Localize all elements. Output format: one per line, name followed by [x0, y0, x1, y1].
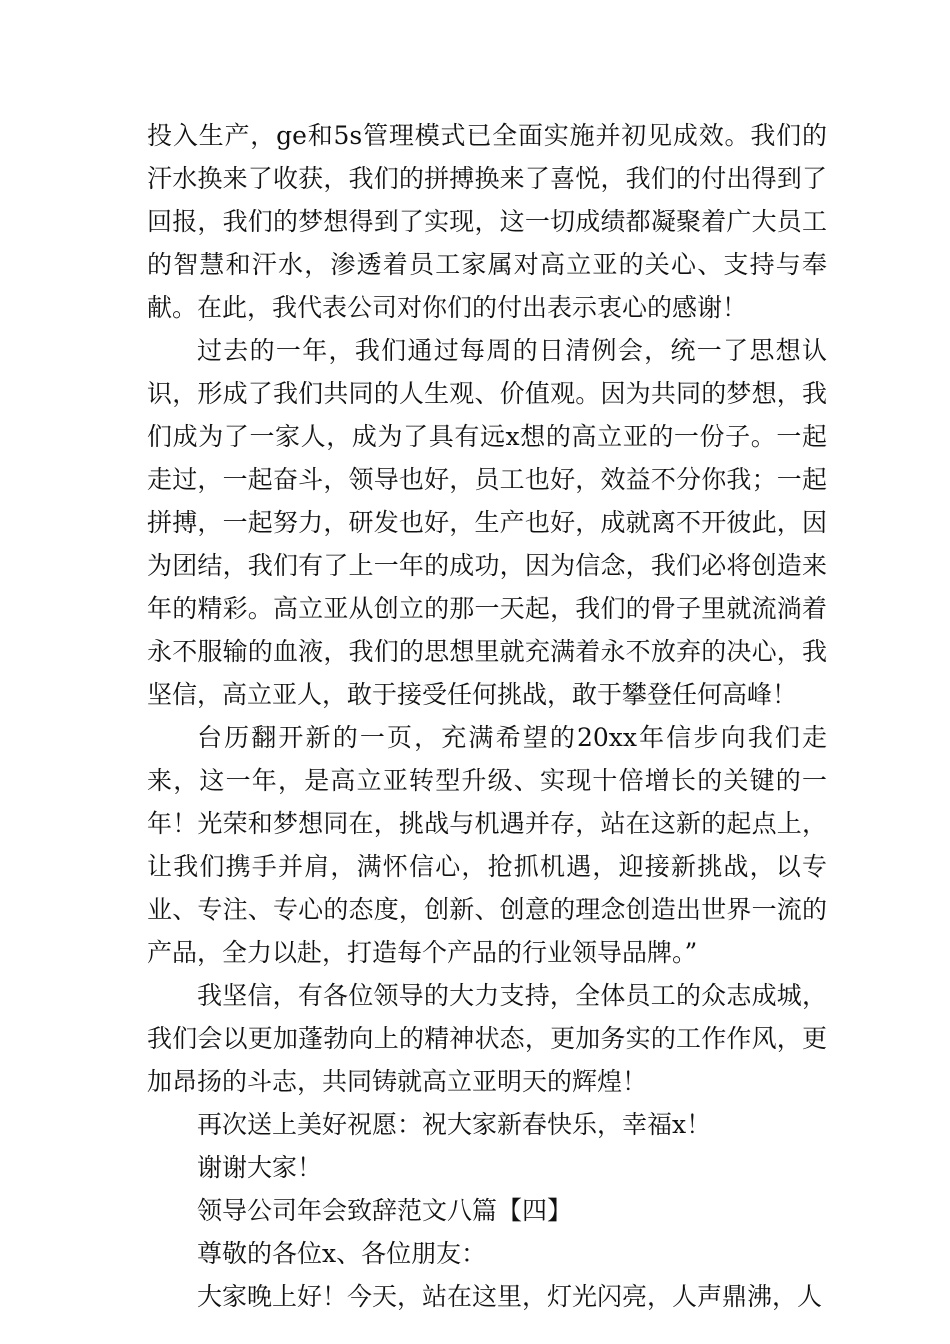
document-body: [147, 114, 827, 1318]
paragraph-4: 我坚信，有各位领导的大力支持，全体员工的众志成城，我们会以更加蓬勃向上的精神状态，更加务实的工作作风，更加昂扬的斗志，共同铸就高立亚明天的辉煌！: [147, 981, 827, 1096]
opening-line: 大家晚上好！今天，站在这里，灯光闪亮，人声鼎沸，人: [197, 1282, 823, 1311]
wishes-line: 再次送上美好祝愿：祝大家新春快乐，幸福x！: [197, 1110, 712, 1139]
thanks-line: 谢谢大家！: [197, 1153, 323, 1182]
section-heading: 领导公司年会致辞范文八篇【四】: [197, 1196, 573, 1225]
salutation-line: 尊敬的各位x、各位朋友：: [197, 1239, 487, 1268]
paragraph-2: 过去的一年，我们通过每周的日清例会，统一了思想认识，形成了我们共同的人生观、价值观。因为共同的梦想，我们成为了一家人，成为了具有远x想的高立亚的一份子。一起走过，一起奋斗，领导也好，员工也好，效益不分你我；一起拼搏，一起努力，研发也好，生产也好，成就离不开彼此，因为团结，我们有了上一年的成功，因为信念，我们必将创造来年的精彩。高立亚从创立的那一天起，我们的骨子里就流淌着永不服输的血液，我们的思想里就充满着永不放弃的决心，我坚信，高立亚人，敢于接受任何挑战，敢于攀登任何高峰！: [147, 336, 827, 709]
paragraph-1: 投入生产，ge和5s管理模式已全面实施并初见成效。我们的汗水换来了收获，我们的拼搏换来了喜悦，我们的付出得到了回报，我们的梦想得到了实现，这一切成绩都凝聚着广大员工的智慧和汗水，渗透着员工家属对高立亚的关心、支持与奉献。在此，我代表公司对你们的付出表示衷心的感谢！: [147, 121, 827, 322]
paragraph-3: 台历翻开新的一页，充满希望的20xx年信步向我们走来，这一年，是高立亚转型升级、实现十倍增长的关键的一年！光荣和梦想同在，挑战与机遇并存，站在这新的起点上，让我们携手并肩，满怀信心，抢抓机遇，迎接新挑战，以专业、专注、专心的态度，创新、创意的理念创造出世界一流的产品，全力以赴，打造每个产品的行业领导品牌。”: [147, 723, 827, 967]
